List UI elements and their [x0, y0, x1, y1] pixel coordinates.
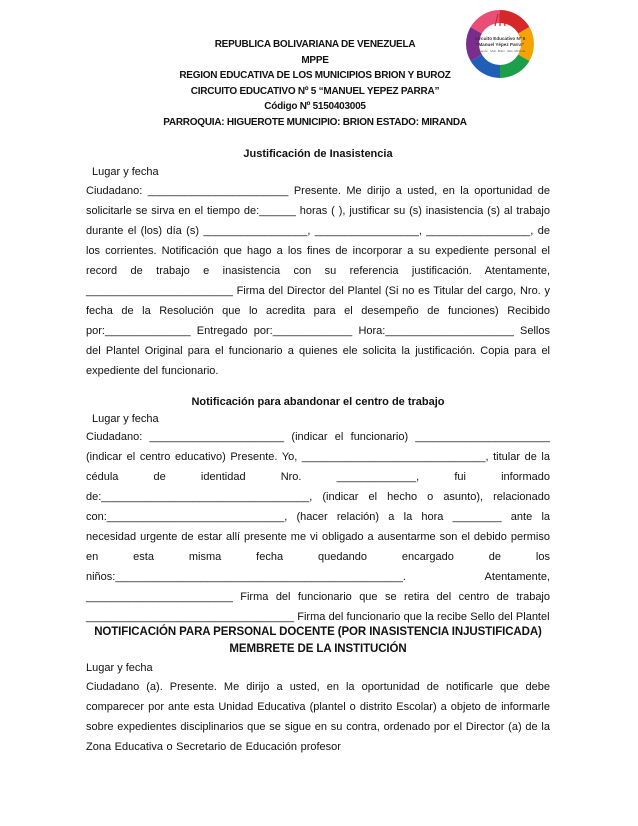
section3-title: NOTIFICACIÓN PARA PERSONAL DOCENTE (POR INASISTENCIA INJUSTIFICADA): [94, 626, 542, 638]
header-line-parish: PARROQUIA: HIGUEROTE MUNICIPIO: BRION ESTADO: MIRANDA: [163, 116, 467, 128]
header-line-code: Código Nº 5150403005: [264, 101, 366, 112]
section2-body: Ciudadano: ______________________ (indicar el funcionario) ______________________ (indicar el centro educativo) Presente. Yo, ______________________________, titular de la cédula de identidad Nro. _____________, fui informado de:__________________________________, (indicar el hecho o asunto), relacionado con:_____________________________, (hacer relación) a la hora ________ ante la necesidad urgente de estar allí presente me vi obligado a ausentarme son el debido permiso en esta misma fecha quedando encargado de los niños:_______________________________________________. Atentamente, ________________________ Firma del funcionario que se retira del centro de trabajo __________________________________ Firma del funcionario que la recibe Sello del Plantel: [86, 431, 550, 623]
logo-text-1: Circuito Educativo Nº 5: [474, 36, 526, 41]
header-line-ministry: MPPE: [301, 54, 329, 66]
section2-title: Notificación para abandonar el centro de trabajo: [191, 396, 445, 408]
section3-subtitle: MEMBRETE DE LA INSTITUCIÓN: [229, 643, 407, 655]
letterhead: [150, 37, 480, 130]
section1-body: Ciudadano: _______________________ Presente. Me dirijo a usted, en la oportunidad de solicitarle se sirva en el tiempo de:______ horas ( ), justificar su (s) inasistencia (s) al trabajo durante el (los) día (s) _________________, _________________, _________________, de los corrientes. Notificación que hago a los fines de incorporar a su expediente personal el record de trabajo e inasistencia con su referencia justificación. Atentamente, ________________________ Firma del Director del Plantel (Si no es Titular del cargo, Nro. y fecha de la Resolución que lo acredita para el desempeño de funciones) Recibido por:______________ Entregado por:_____________ Hora:_____________________ Sellos del Plantel Original para el funcionario a quienes ele solicita la justificación. Copia para el expediente del funcionario.: [86, 185, 550, 377]
header-line-circuit: CIRCUITO EDUCATIVO Nº 5 “MANUEL YEPEZ PARRA”: [190, 85, 440, 97]
section2-place-date: Lugar y fecha: [92, 413, 159, 425]
section3-place-date: Lugar y fecha: [86, 662, 153, 674]
header-line-republic: REPUBLICA BOLIVARIANA DE VENEZUELA: [214, 39, 416, 50]
logo-text-2: "Manuel Yépez Parra": [476, 42, 524, 47]
section1-title: Justificación de Inasistencia: [243, 148, 393, 160]
section1-place-date: Lugar y fecha: [92, 166, 159, 178]
logo-text-3: Higuerote · Mun. Brión · Edo. Miranda: [474, 49, 526, 53]
section3-body: Ciudadano (a). Presente. Me dirijo a usted, en la oportunidad de notificarle que debe comparecer por ante esta Unidad Educativa (plantel o distrito Escolar) a objeto de informarle sobre expedientes disciplinarios que se sigue en su contra, ordenado por el Director (a) de la Zona Educativa o Secretario de Educación profesor: [86, 681, 550, 753]
header-line-region: REGION EDUCATIVA DE LOS MUNICIPIOS BRION Y BUROZ: [179, 70, 451, 81]
circuit-logo: [462, 6, 538, 82]
